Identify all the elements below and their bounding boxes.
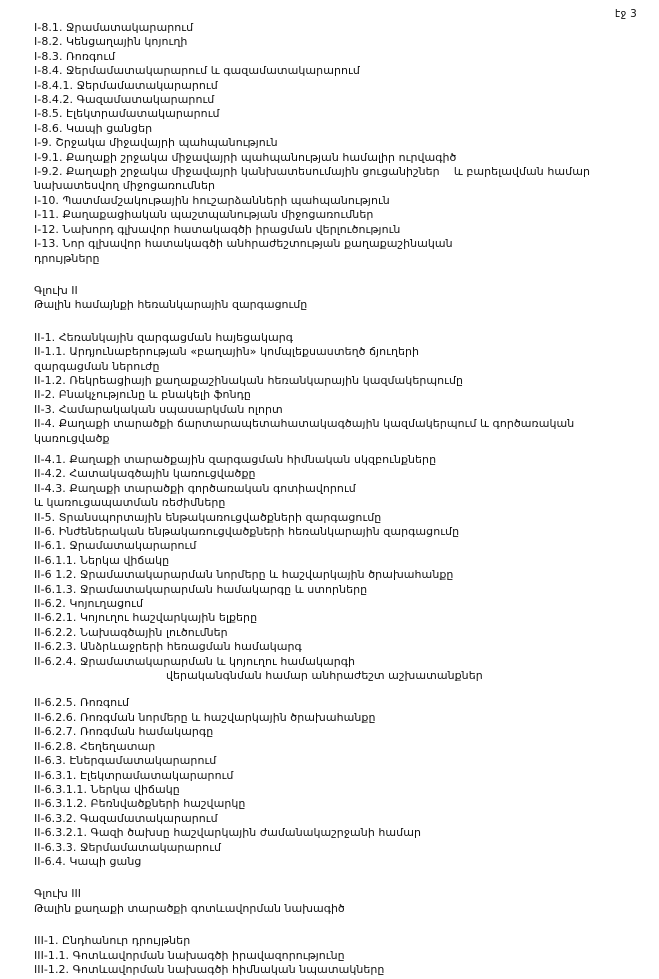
toc-entry: II-4.3. Քաղաքի տարածքի գործառական գոտիավորում xyxy=(34,481,356,495)
toc-entry: II-6.2.3. Անձրևաջրերի հեռացման համակարգ xyxy=(34,640,302,654)
toc-entry: II-6 1.2. Ջրամատակարարման նորմերը և հաշվարկային ծրախահանքը xyxy=(34,568,454,582)
chapter-3-title: Թալին քաղաքի տարածքի գոտևավորման նախագիծ xyxy=(34,901,345,915)
toc-entry: II-6.3.1. Էլեկտրամատակարարում xyxy=(34,768,234,782)
spacer xyxy=(34,313,645,331)
toc-entry: I-9. Շրջակա միջավայրի պահպանություն xyxy=(34,136,278,150)
toc-entry: III-1.1. Գոտևավորման նախագծի իրավազորությունը xyxy=(34,948,345,962)
toc-entry: II-6.4. Կապի ցանց xyxy=(34,854,142,868)
spacer xyxy=(34,869,645,887)
toc-entry: I-8.1. Ջրամատակարարում xyxy=(34,21,194,34)
toc-entry: II-1.1. Արդյունաբերության «բաղային» կոմպլեքսաստեղծ ճյուղերի xyxy=(34,345,420,359)
toc-entry-continuation: դրույթները xyxy=(34,251,100,265)
spacer xyxy=(34,916,645,934)
chapter-2-label: Գլուխ II xyxy=(34,283,78,297)
table-of-contents xyxy=(34,21,645,977)
toc-entry: II-4.1. Քաղաքի տարածքային զարգացման հիմնական սկզբունքները xyxy=(34,452,437,466)
toc-entry: II-6.2.8. Հեղեղատար xyxy=(34,739,156,753)
toc-entry: III-1.2. Գոտևավորման նախագծի հիմնական նպատակները xyxy=(34,962,385,976)
spacer xyxy=(34,683,645,696)
toc-entry: I-10. Պատմամշակութային հուշարձանների պահպանություն xyxy=(34,193,390,207)
toc-entry: II-6.2. Կոյուղացում xyxy=(34,597,144,611)
toc-entry: II-6.3.1.1. Ներկա վիճակը xyxy=(34,782,180,796)
toc-entry: II-6.1.1. Ներկա վիճակը xyxy=(34,553,170,567)
toc-entry: II-6.2.5. Ռոռգում xyxy=(34,696,130,710)
toc-entry: I-8.6. Կապի ցանցեր xyxy=(34,121,153,135)
chapter-3-label: Գլուխ III xyxy=(34,887,82,901)
toc-entry: II-6.2.6. Ռոռգման նորմերը և հաշվարկային ծրախահանքը xyxy=(34,710,376,724)
toc-entry: II-6.1. Ջրամատակարարում xyxy=(34,539,197,553)
toc-entry: I-8.4.1. Ջերմամատակարարում xyxy=(34,78,218,92)
toc-entry: II-6.3. Էներգամատակարարում xyxy=(34,754,217,768)
toc-entry: II-6.2.7. Ռոռգման համակարգը xyxy=(34,725,214,739)
toc-entry: II-2. Բնակչությունը և բնակելի ֆոնդը xyxy=(34,388,251,402)
page-number: էջ 3 xyxy=(614,8,637,20)
toc-entry: II-5. Տրանսպորտային ենթակառուցվածքների զարգացումը xyxy=(34,510,382,524)
toc-entry-continuation: նախատեսվող միջոցառումներ xyxy=(34,179,215,193)
toc-entry-continuation: և կառուցապատման ռեժիմները xyxy=(34,496,226,510)
spacer xyxy=(34,446,645,453)
toc-entry: II-4.2. Հատակագծային կառուցվածքը xyxy=(34,467,256,481)
toc-entry: II-1.2. Ռեկրեացիայի քաղաքաշինական հեռանկարային կազմակերպումը xyxy=(34,373,464,387)
toc-entry: I-13. Նոր գլխավոր հատակագծի անհրաժեշտության քաղաքաշինական xyxy=(34,237,453,251)
toc-entry: I-8.4.2. Գազամատակարարում xyxy=(34,93,215,107)
toc-entry: I-9.2. Քաղաքի շրջակա միջավայրի կանխատեսումային ցուցանիշներ և բարելավման համար xyxy=(34,165,590,179)
toc-entry: II-1. Հեռանկային զարգացման հայեցակարգ xyxy=(34,330,294,344)
chapter-2-title: Թալին համայնքի հեռանկարային զարգացումը xyxy=(34,298,308,312)
toc-entry: III-1. Ընդհանուր դրույթներ xyxy=(34,934,191,948)
toc-entry: I-8.4. Ջերմամատակարարում և գազամատակարարում xyxy=(34,64,360,78)
toc-entry: II-6.3.3. Ջերմամատակարարում xyxy=(34,840,222,854)
toc-entry: I-8.3. Ռոռգում xyxy=(34,49,116,63)
toc-entry: I-12. Նախորդ գլխավոր հատակագծի իրացման վերլուծություն xyxy=(34,222,401,236)
toc-entry: II-6.2.1. Կոյուղու հաշվարկային ելքերը xyxy=(34,611,258,625)
toc-entry: II-6. Ինժեներական ենթակառուցվածքների հեռանկարային զարգացումը xyxy=(34,525,460,538)
toc-entry: II-6.3.1.2. Բեռնվածքների հաշվարկը xyxy=(34,797,246,811)
toc-entry: I-8.5. Էլեկտրամատակարարում xyxy=(34,107,220,121)
toc-entry: II-6.3.2. Գազամատակարարում xyxy=(34,811,218,825)
toc-entry-continuation: զարգացման ներուժը xyxy=(34,359,160,373)
toc-entry: II-3. Համարակական սպասարկման ոլորտ xyxy=(34,402,283,416)
toc-entry: I-8.2. Կենցաղային կոյուղի xyxy=(34,35,188,49)
toc-entry: I-11. Քաղաքացիական պաշտպանության միջոցառումներ xyxy=(34,208,374,222)
toc-entry: II-6.3.2.1. Գազի ծախսը հաշվարկային ժամանակաշրջանի համար xyxy=(34,826,421,840)
toc-entry: II-6.2.4. Ջրամատակարարման և կոյուղու համակարգի xyxy=(34,654,356,668)
toc-entry: II-6.1.3. Ջրամատակարարման համակարգը և ստորները xyxy=(34,582,368,596)
spacer xyxy=(34,266,645,284)
toc-entry-continuation: վերականգնման համար անհրաժեշտ աշխատանքներ xyxy=(166,669,483,683)
toc-entry: II-4. Քաղաքի տարածքի ճարտարապետահատակագծային կազմակերպում և գործառական կառուցվածք xyxy=(34,417,578,445)
toc-entry: II-6.2.2. Նախագծային լուծումներ xyxy=(34,625,228,639)
toc-entry: I-9.1. Քաղաքի շրջակա միջավայրի պահպանության համալիր ուրվագիծ xyxy=(34,150,457,164)
